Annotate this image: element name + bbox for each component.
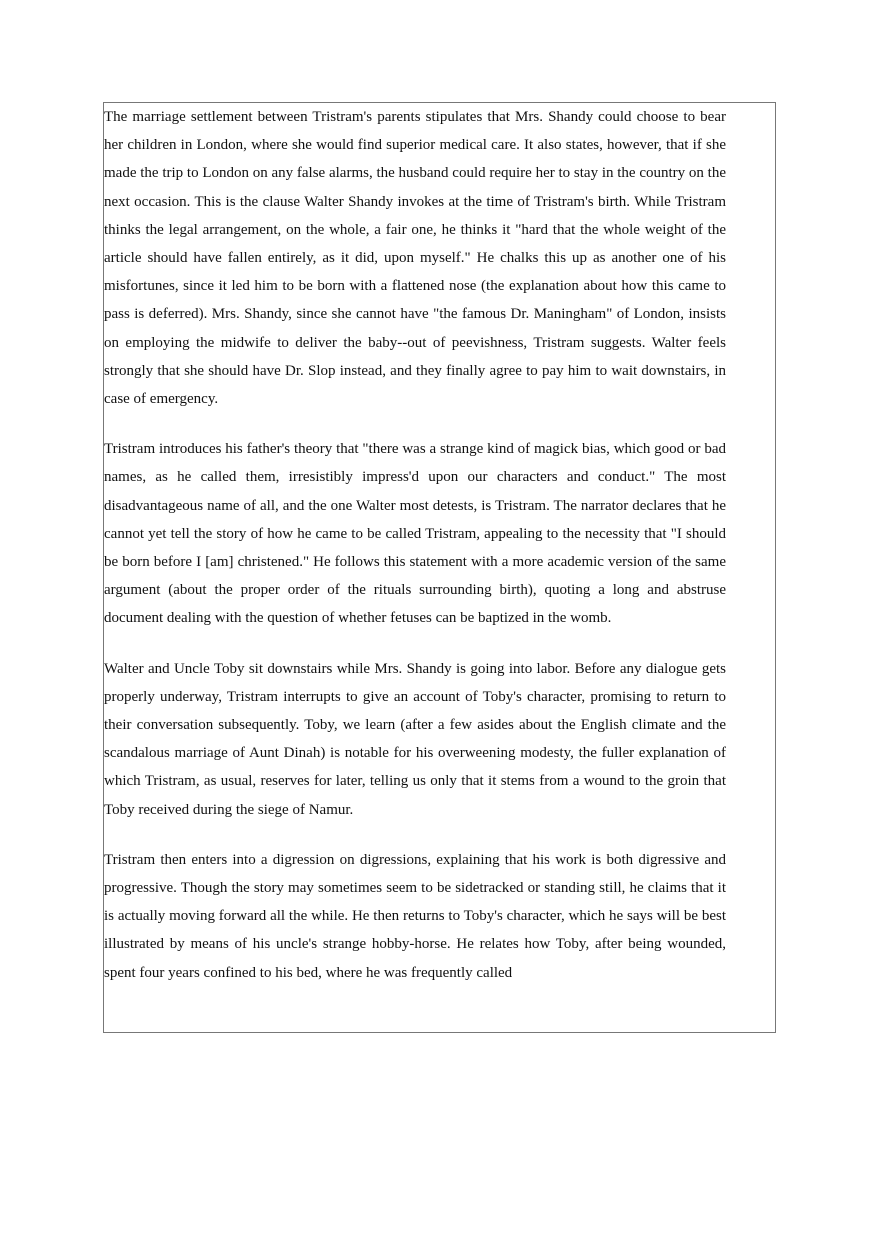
- text-column: [104, 103, 726, 987]
- paragraph-marriage-settlement: The marriage settlement between Tristram's parents stipulates that Mrs. Shandy could choose to bear her children in London, where she would find superior medical care. It also states, however, that if she made the trip to London on any false alarms, the husband could require her to stay in the country on the next occasion. This is the clause Walter Shandy invokes at the time of Tristram's birth. While Tristram thinks the legal arrangement, on the whole, a fair one, he thinks it "hard that the whole weight of the article should have fallen entirely, as it did, upon myself." He chalks this up as another one of his misfortunes, since it led him to be born with a flattened nose (the explanation about how this came to pass is deferred). Mrs. Shandy, since she cannot have "the famous Dr. Maningham" of London, insists on employing the midwife to deliver the baby--out of peevishness, Tristram suggests. Walter feels strongly that she should have Dr. Slop instead, and they finally agree to pay him to wait downstairs, in case of emergency.: [104, 109, 726, 408]
- text-frame: [103, 102, 776, 1033]
- paragraph-digressions: Tristram then enters into a digression on digressions, explaining that his work is both digressive and progressive. Though the story may sometimes seem to be sidetracked or standing still, he claims that it is actually moving forward all the while. He then returns to Toby's character, which he says will be best illustrated by means of his uncle's strange hobby-horse. He relates how Toby, after being wounded, spent four years confined to his bed, where he was frequently called: [104, 851, 726, 981]
- paragraph-names-theory: Tristram introduces his father's theory that "there was a strange kind of magick bias, which good or bad names, as he called them, irresistibly impress'd upon our characters and conduct." The most disadvantageous name of all, and the one Walter most detests, is Tristram. The narrator declares that he cannot yet tell the story of how he came to be called Tristram, appealing to the necessity that "I should be born before I [am] christened." He follows this statement with a more academic version of the same argument (about the proper order of the rituals surrounding birth), quoting a long and abstruse document dealing with the question of whether fetuses can be baptized in the womb.: [104, 441, 726, 627]
- paragraph-uncle-toby: Walter and Uncle Toby sit downstairs while Mrs. Shandy is going into labor. Before any dialogue gets properly underway, Tristram interrupts to give an account of Toby's character, promising to return to their conversation subsequently. Toby, we learn (after a few asides about the English climate and the scandalous marriage of Aunt Dinah) is notable for his overweening modesty, the fuller explanation of which Tristram, as usual, reserves for later, telling us only that it stems from a wound to the groin that Toby received during the siege of Namur.: [104, 660, 726, 818]
